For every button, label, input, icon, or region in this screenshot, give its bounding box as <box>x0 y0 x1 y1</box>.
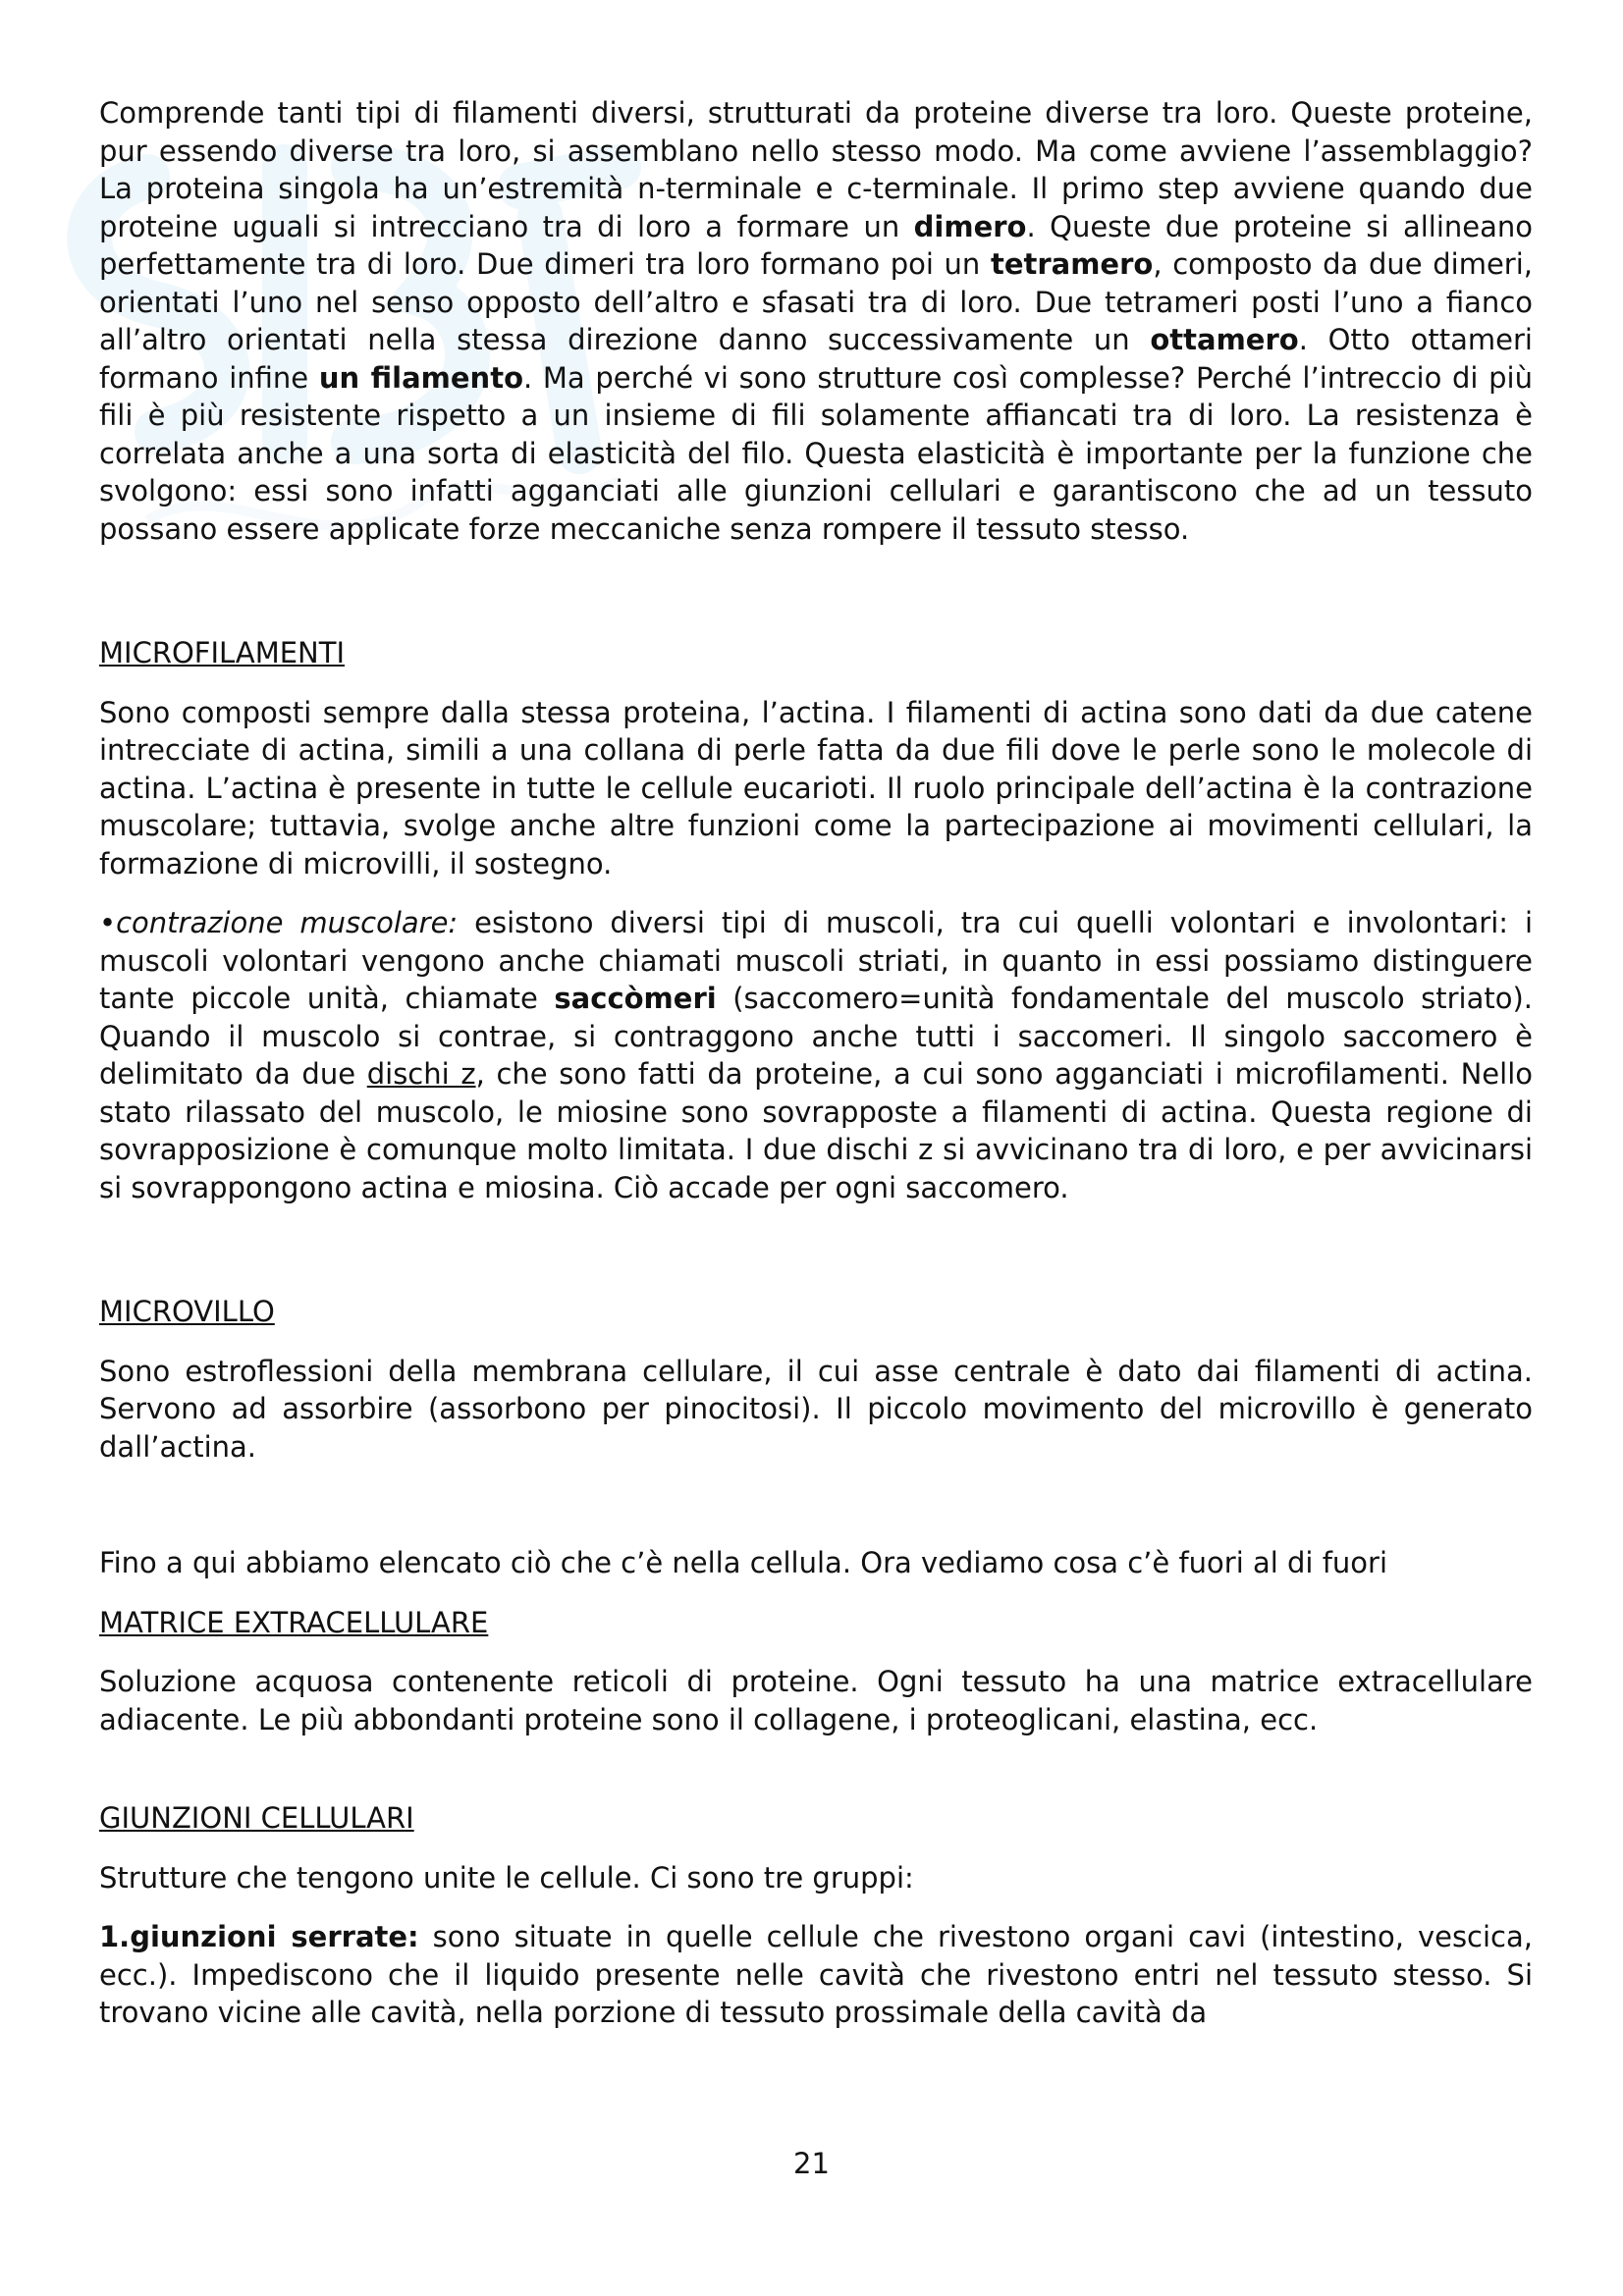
term-filamento: un filamento <box>318 360 523 395</box>
term-contrazione-muscolare: contrazione muscolare: <box>116 906 459 939</box>
intro-paragraph: Comprende tanti tipi di filamenti diversi, strutturati da proteine diverse tra loro. Queste proteine, pur essendo diverse tra loro, si assemblano nello stesso modo. Ma come avviene l’assemblaggio? La proteina singola ha un’estremità n-terminale e c-terminale. Il primo step avviene quando due proteine uguali si intrecciano tra di loro a formare un dimero. Queste due proteine si allineano perfettamente tra di loro. Due dimeri tra loro formano poi un tetramero, composto da due dimeri, orientati l’uno nel senso opposto dell’altro e sfasati tra di loro. Due tetrameri posti l’uno a fianco all’altro orientati nella stessa direzione danno successivamente un ottamero. Otto ottameri formano infine un filamento. Ma perché vi sono strutture così complesse? Perché l’intreccio di più fili è più resistente rispetto a un insieme di fili solamente affiancati tra di loro. La resistenza è correlata anche a una sorta di elasticità del filo. Questa elasticità è importante per la funzione che svolgono: essi sono infatti agganciati alle giunzioni cellulari e garantiscono che ad un tessuto possano essere applicate forze meccaniche senza rompere il tessuto stesso. <box>99 96 1533 546</box>
transition-paragraph: Fino a qui abbiamo elencato ciò che c’è nella cellula. Ora vediamo cosa c’è fuori al di fuori <box>99 1546 1388 1579</box>
term-saccomeri: saccòmeri <box>554 982 717 1015</box>
heading-microfilamenti: MICROFILAMENTI <box>99 636 345 669</box>
contrazione-muscolare-paragraph: •contrazione muscolare: esistono diversi tipi di muscoli, tra cui quelli volontari e involontari: i muscoli volontari vengono anche chiamati muscoli striati, in quanto in essi possiamo distinguere tante piccole unità, chiamate saccòmeri (saccomero=unità fondamentale del muscolo striato). Quando il muscolo si contrae, si contraggono anche tutti i saccomeri. Il singolo saccomero è delimitato da due dischi z, che sono fatti da proteine, a cui sono agganciati i microfilamenti. Nello stato rilassato del muscolo, le miosine sono sovrapposte a filamenti di actina. Questa regione di sovrapposizione è comunque molto limitata. I due dischi z si avvicinano tra di loro, e per avvicinarsi si sovrappongono actina e miosina. Ciò accade per ogni saccomero. <box>99 906 1533 1204</box>
giunzioni-serrate-paragraph: 1.giunzioni serrate: sono situate in quelle cellule che rivestono organi cavi (intestino, vescica, ecc.). Impediscono che il liquido presente nelle cavità che rivestono entri nel tessuto stesso. Si trovano vicine alle cavità, nella porzione di tessuto prossimale della cavità da <box>99 1920 1533 2029</box>
page-number: 21 <box>793 2147 830 2180</box>
document-body <box>99 94 1533 2032</box>
giunzioni-paragraph: Strutture che tengono unite le cellule. Ci sono tre gruppi: <box>99 1860 914 1895</box>
microvillo-paragraph: Sono estroflessioni della membrana cellulare, il cui asse centrale è dato dai filamenti di actina. Servono ad assorbire (assorbono per pinocitosi). Il piccolo movimento del microvillo è generato dall’actina. <box>99 1354 1533 1464</box>
matrice-paragraph: Soluzione acquosa contenente reticoli di proteine. Ogni tessuto ha una matrice extracellulare adiacente. Le più abbondanti proteine sono il collagene, i proteoglicani, elastina, ecc. <box>99 1665 1533 1736</box>
microfilamenti-paragraph: Sono composti sempre dalla stessa proteina, l’actina. I filamenti di actina sono dati da due catene intrecciate di actina, simili a una collana di perle fatta da due fili dove le perle sono le molecole di actina. L’actina è presente in tutte le cellule eucarioti. Il ruolo principale dell’actina è la contrazione muscolare; tuttavia, svolge anche altre funzioni come la partecipazione ai movimenti cellulari, la formazione di microvilli, il sostegno. <box>99 695 1533 881</box>
heading-giunzioni-cellulari: GIUNZIONI CELLULARI <box>99 1801 414 1835</box>
heading-matrice-extracellulare: MATRICE EXTRACELLULARE <box>99 1605 489 1639</box>
bullet: • <box>99 906 117 939</box>
term-dimero: dimero <box>913 209 1027 243</box>
term-dischi-z: dischi z <box>366 1057 476 1091</box>
heading-microvillo: MICROVILLO <box>99 1295 275 1328</box>
term-tetramero: tetramero <box>990 247 1154 281</box>
term-ottamero: ottamero <box>1150 323 1299 356</box>
term-giunzioni-serrate: 1.giunzioni serrate: <box>99 1920 419 1953</box>
